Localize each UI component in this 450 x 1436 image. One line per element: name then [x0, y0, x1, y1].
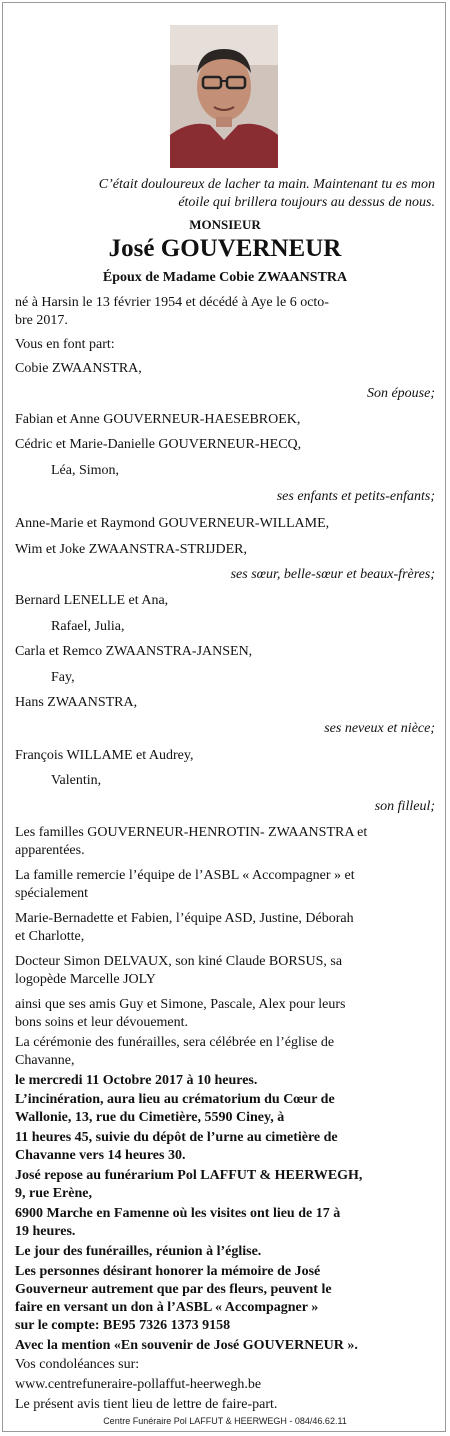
- family-role: Son épouse;: [366, 386, 435, 401]
- family-member: Anne-Marie et Raymond GOUVERNEUR-WILLAME,: [15, 516, 330, 531]
- quote-line: C’était douloureux de lacher ta main. Maintenant tu es mon: [98, 177, 435, 192]
- ceremony-line: Chavanne,: [15, 1053, 75, 1068]
- thanks-line: Docteur Simon DELVAUX, son kiné Claude BORSUS, sa: [15, 954, 343, 969]
- thanks-line: La famille remercie l’équipe de l’ASBL « Accompagner » et: [15, 868, 355, 883]
- family-member: Wim et Joke ZWAANSTRA-STRIJDER,: [15, 542, 247, 557]
- notice-line: Le présent avis tient lieu de lettre de faire-part.: [15, 1397, 278, 1412]
- visit-line: 6900 Marche en Famenne où les visites ont lieu de 17 à: [15, 1206, 341, 1221]
- footer-credit: Centre Funéraire Pol LAFFUT & HEERWEGH - 084/46.62.11: [103, 1416, 347, 1426]
- family-role: ses sœur, belle-sœur et beaux-frères;: [230, 567, 435, 582]
- urn-line: Chavanne vers 14 heures 30.: [15, 1148, 186, 1163]
- bank-account-line: sur le compte: BE95 7326 1373 9158: [15, 1318, 231, 1333]
- donation-line: Les personnes désirant honorer la mémoire de José: [15, 1264, 321, 1279]
- incineration-line: Wallonie, 13, rue du Cimetière, 5590 Ciney, à: [15, 1110, 285, 1125]
- intro-line: Vous en font part:: [15, 337, 115, 352]
- donation-line: faire en versant un don à l’ASBL « Accompagner »: [15, 1300, 319, 1315]
- family-member: François WILLAME et Audrey,: [15, 748, 194, 763]
- family-member: Léa, Simon,: [51, 463, 120, 478]
- thanks-line: logopède Marcelle JOLY: [15, 972, 156, 987]
- family-member: Cobie ZWAANSTRA,: [15, 361, 142, 376]
- donation-line: Gouverneur autrement que par des fleurs, peuvent le: [15, 1282, 332, 1297]
- spouse-line: Époux de Madame Cobie ZWAANSTRA: [102, 270, 348, 285]
- family-member: Fay,: [51, 670, 75, 685]
- mention-line: Avec la mention «En souvenir de José GOUVERNEUR ».: [15, 1338, 358, 1353]
- ceremony-line: La cérémonie des funérailles, sera célébrée en l’église de: [15, 1035, 335, 1050]
- family-role: ses enfants et petits-enfants;: [276, 489, 435, 504]
- obituary-page: [2, 2, 446, 1432]
- family-member: Bernard LENELLE et Ana,: [15, 593, 169, 608]
- condolences-label: Vos condoléances sur:: [15, 1357, 140, 1372]
- visit-line: 19 heures.: [15, 1224, 76, 1239]
- family-member: Valentin,: [51, 773, 102, 788]
- family-member: Rafael, Julia,: [51, 619, 125, 634]
- portrait-photo: [170, 25, 278, 168]
- family-role: ses neveux et nièce;: [324, 721, 435, 736]
- urn-line: 11 heures 45, suivie du dépôt de l’urne au cimetière de: [15, 1130, 338, 1145]
- thanks-line: Marie-Bernadette et Fabien, l’équipe ASD, Justine, Déborah: [15, 911, 354, 926]
- reunion-line: Le jour des funérailles, réunion à l’église.: [15, 1244, 262, 1259]
- deceased-name: José GOUVERNEUR: [108, 235, 342, 262]
- thanks-line: spécialement: [15, 886, 89, 901]
- funerarium-line: José repose au funérarium Pol LAFFUT & HEERWEGH,: [15, 1168, 363, 1183]
- thanks-line: et Charlotte,: [15, 929, 85, 944]
- ceremony-date: le mercredi 11 Octobre 2017 à 10 heures.: [15, 1073, 258, 1088]
- birth-death-line: bre 2017.: [15, 313, 68, 328]
- family-member: Hans ZWAANSTRA,: [15, 695, 138, 710]
- incineration-line: L’incinération, aura lieu au crématorium du Cœur de: [15, 1092, 335, 1107]
- family-member: Carla et Remco ZWAANSTRA-JANSEN,: [15, 644, 253, 659]
- thanks-line: bons soins et leur dévouement.: [15, 1015, 189, 1030]
- condolences-website[interactable]: www.centrefuneraire-pollaffut-heerwegh.be: [15, 1377, 262, 1392]
- families-line: Les familles GOUVERNEUR-HENROTIN- ZWAANSTRA et: [15, 825, 368, 840]
- honorific: MONSIEUR: [189, 217, 261, 232]
- family-member: Cédric et Marie-Danielle GOUVERNEUR-HECQ,: [15, 437, 302, 452]
- quote-line: étoile qui brillera toujours au dessus de nous.: [178, 195, 435, 210]
- families-line: apparentées.: [15, 843, 85, 858]
- portrait-image: [170, 25, 278, 168]
- thanks-line: ainsi que ses amis Guy et Simone, Pascale, Alex pour leurs: [15, 997, 346, 1012]
- birth-death-line: né à Harsin le 13 février 1954 et décédé à Aye le 6 octo-: [15, 295, 329, 310]
- funerarium-line: 9, rue Erène,: [15, 1186, 92, 1201]
- family-member: Fabian et Anne GOUVERNEUR-HAESEBROEK,: [15, 412, 301, 427]
- family-role: son filleul;: [374, 799, 435, 814]
